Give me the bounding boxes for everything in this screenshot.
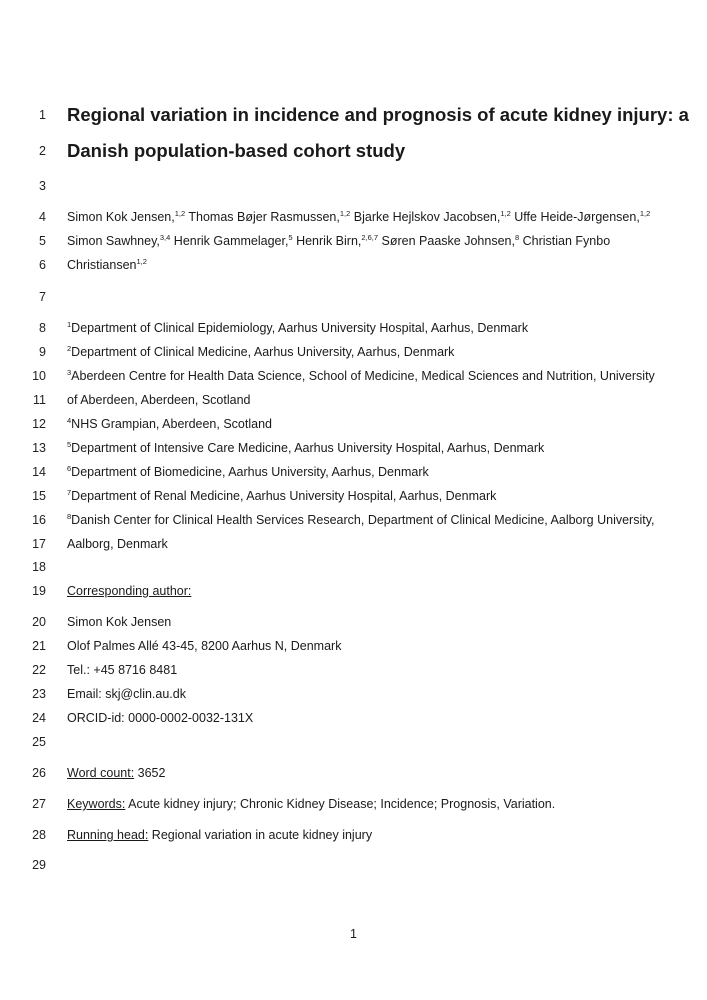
word-count xyxy=(67,765,165,781)
affiliation-text: Department of Biomedicine, Aarhus University, Aarhus, Denmark xyxy=(71,465,429,479)
author-affiliation: 1,2 xyxy=(174,208,186,218)
line-number: 28 xyxy=(32,828,46,842)
affiliation-text: Aberdeen Centre for Health Data Science, School of Medicine, Medical Sciences and Nutrition, University xyxy=(71,369,655,383)
affiliation-text: Department of Clinical Medicine, Aarhus University, Aarhus, Denmark xyxy=(71,345,455,359)
line-number: 13 xyxy=(32,441,46,455)
affiliation-text: Aalborg, Denmark xyxy=(67,537,168,551)
author-affiliation: 1,2 xyxy=(339,208,351,218)
line-number: 17 xyxy=(32,537,46,551)
affiliation-text: Department of Intensive Care Medicine, Aarhus University Hospital, Aarhus, Denmark xyxy=(71,441,545,455)
line-number: 18 xyxy=(32,560,46,574)
affiliation-text: of Aberdeen, Aberdeen, Scotland xyxy=(67,393,251,407)
affiliation-number: 6 xyxy=(67,463,72,473)
page-title-line-2: Danish population-based cohort study xyxy=(67,140,406,161)
author-name: Thomas Bøjer Rasmussen, xyxy=(188,210,340,224)
corresponding-author-name: Simon Kok Jensen xyxy=(67,615,172,629)
line-number: 1 xyxy=(39,108,46,122)
author-affiliation: 8 xyxy=(514,232,520,242)
line-number: 27 xyxy=(32,797,46,811)
line-number: 29 xyxy=(32,858,46,872)
corresponding-author-orcid: ORCID-id: 0000-0002-0032-131X xyxy=(67,711,254,725)
line-number: 14 xyxy=(32,465,46,479)
affiliation-continued xyxy=(67,392,250,408)
author-line-1 xyxy=(67,209,650,225)
line-number: 24 xyxy=(32,711,46,725)
affiliation xyxy=(67,464,429,480)
author-name: Simon Kok Jensen, xyxy=(67,210,175,224)
author-name: Henrik Gammelager, xyxy=(173,234,289,248)
word-count-label: Word count: xyxy=(67,766,135,780)
line-number: 8 xyxy=(39,321,46,335)
author-name: Simon Sawhney, xyxy=(67,234,160,248)
author-name: Uffe Heide-Jørgensen, xyxy=(514,210,640,224)
line-number: 4 xyxy=(39,210,46,224)
affiliation xyxy=(67,488,496,504)
author-affiliation: 1,2 xyxy=(639,208,651,218)
affiliation-continued xyxy=(67,536,168,552)
affiliation-text: Danish Center for Clinical Health Services Research, Department of Clinical Medicine, Aalborg University, xyxy=(71,513,655,527)
affiliation-text: NHS Grampian, Aberdeen, Scotland xyxy=(71,417,272,431)
affiliation-number: 4 xyxy=(67,415,72,425)
line-number: 2 xyxy=(39,144,46,158)
author-line-3 xyxy=(67,257,147,273)
author-affiliation: 2,6,7 xyxy=(361,232,379,242)
author-name: Søren Paaske Johnsen, xyxy=(381,234,515,248)
affiliation-number: 3 xyxy=(67,367,72,377)
running-head xyxy=(67,827,372,843)
word-count-value: 3652 xyxy=(134,766,166,780)
author-affiliation: 3,4 xyxy=(159,232,171,242)
line-number: 21 xyxy=(32,639,46,653)
author-affiliation: 1,2 xyxy=(500,208,511,218)
line-number: 23 xyxy=(32,687,46,701)
keywords-label: Keywords: xyxy=(67,797,126,811)
author-name: Christiansen xyxy=(67,258,137,272)
line-number: 26 xyxy=(32,766,46,780)
author-line-2 xyxy=(67,233,610,249)
line-number: 9 xyxy=(39,345,46,359)
running-head-value: Regional variation in acute kidney injury xyxy=(148,828,373,842)
affiliation xyxy=(67,512,655,528)
corresponding-author-phone: Tel.: +45 8716 8481 xyxy=(67,663,178,677)
line-number: 16 xyxy=(32,513,46,527)
author-name: Bjarke Hejlskov Jacobsen, xyxy=(353,210,501,224)
corresponding-author-label: Corresponding author: xyxy=(67,584,192,598)
line-number: 3 xyxy=(39,179,46,193)
line-number: 11 xyxy=(33,393,46,407)
affiliation-number: 2 xyxy=(67,343,72,353)
affiliation xyxy=(67,344,454,360)
author-name: Christian Fynbo xyxy=(522,234,611,248)
line-number: 22 xyxy=(32,663,46,677)
affiliation xyxy=(67,440,544,456)
corresponding-author-email: Email: skj@clin.au.dk xyxy=(67,687,186,701)
corresponding-author-address: Olof Palmes Allé 43-45, 8200 Aarhus N, Denmark xyxy=(67,639,342,653)
line-number: 6 xyxy=(39,258,46,272)
affiliation-text: Department of Renal Medicine, Aarhus University Hospital, Aarhus, Denmark xyxy=(71,489,497,503)
line-number: 15 xyxy=(32,489,46,503)
author-affiliation: 1,2 xyxy=(136,256,147,266)
line-number: 20 xyxy=(32,615,46,629)
keywords-value: Acute kidney injury; Chronic Kidney Disease; Incidence; Prognosis, Variation. xyxy=(125,797,556,811)
affiliation-number: 8 xyxy=(67,511,72,521)
page-title-line-1: Regional variation in incidence and prognosis of acute kidney injury: a xyxy=(67,104,689,125)
affiliation xyxy=(67,416,272,432)
author-affiliation: 5 xyxy=(288,232,293,242)
affiliation-number: 1 xyxy=(67,319,72,329)
affiliation-number: 7 xyxy=(67,487,72,497)
line-number: 25 xyxy=(32,735,46,749)
affiliation-text: Department of Clinical Epidemiology, Aarhus University Hospital, Aarhus, Denmark xyxy=(71,321,529,335)
line-number: 7 xyxy=(39,290,46,304)
keywords xyxy=(67,796,555,812)
author-name: Henrik Birn, xyxy=(296,234,362,248)
page-number: 1 xyxy=(350,927,357,941)
line-number: 12 xyxy=(32,417,46,431)
affiliation xyxy=(67,320,528,336)
line-number: 10 xyxy=(32,369,46,383)
running-head-label: Running head: xyxy=(67,828,149,842)
line-number: 5 xyxy=(39,234,46,248)
line-number: 19 xyxy=(32,584,46,598)
affiliation xyxy=(67,368,655,384)
affiliation-number: 5 xyxy=(67,439,72,449)
